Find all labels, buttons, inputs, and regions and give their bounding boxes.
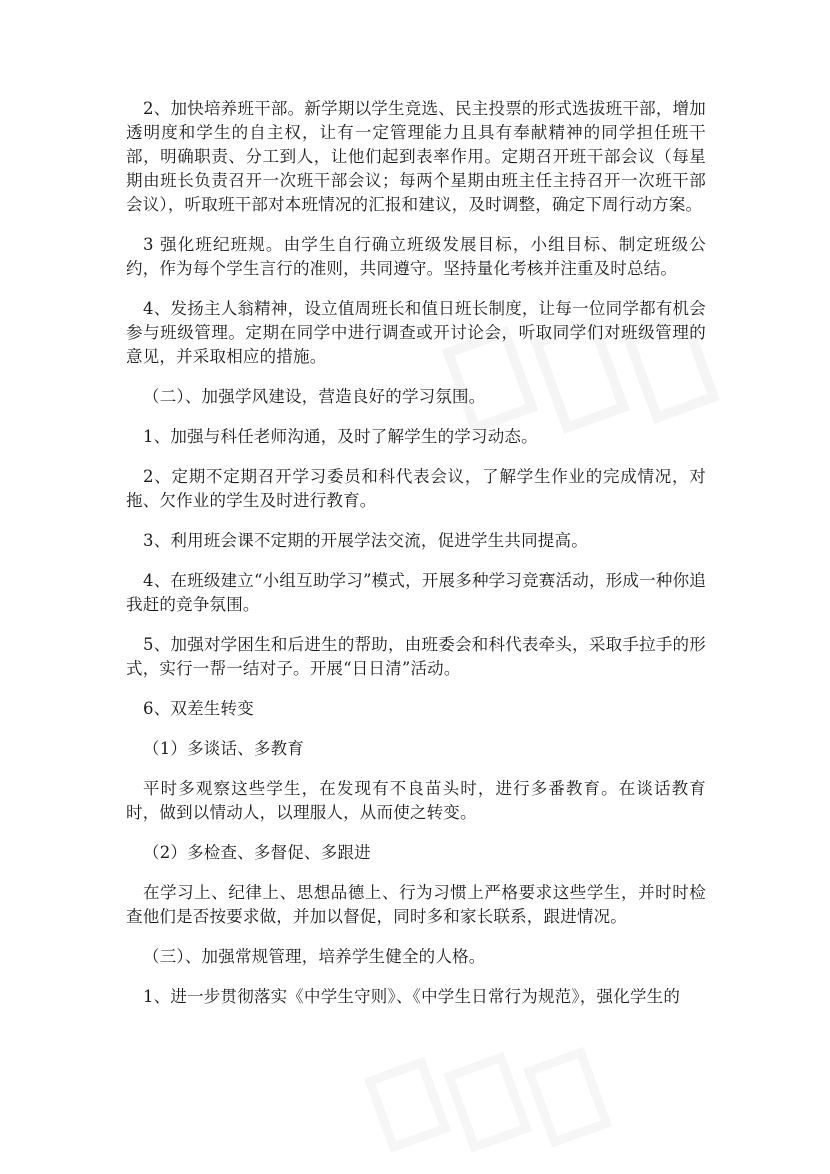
- paragraph-student-transformation: 6、双差生转变: [143, 699, 254, 718]
- document-body: [126, 97, 706, 1025]
- paragraph-help-struggling-students: 5、加强对学困生和后进生的帮助，由班委会和科代表牵头，采取手拉手的形式，实行一帮一结对子。开展“日日清”活动。: [126, 635, 706, 678]
- paragraph-strict-requirements: 在学习上、纪律上、思想品德上、行为习惯上严格要求这些学生，并时时检查他们是否按要求做，并加以督促，同时多和家长联系，跟进情况。: [126, 883, 706, 926]
- subheading-talk-educate: （1）多谈话、多教育: [143, 739, 304, 758]
- paragraph-class-rules: 3 强化班纪班规。由学生自行确立班级发展目标，小组目标、制定班级公约，作为每个学生言行的准则，共同遵守。坚持量化考核并注重及时总结。: [126, 235, 706, 278]
- subheading-check-supervise: （2）多检查、多督促、多跟进: [143, 843, 371, 862]
- paragraph-ownership-spirit: 4、发扬主人翁精神，设立值周班长和值日班长制度，让每一位同学都有机会参与班级管理。定期在同学中进行调查或开讨论会，听取同学们对班级管理的意见，并采取相应的措施。: [126, 299, 706, 366]
- paragraph-group-learning: 4、在班级建立“小组互助学习”模式，开展多种学习竞赛活动，形成一种你追我赶的竞争氛围。: [126, 571, 706, 614]
- paragraph-study-exchange: 3、利用班会课不定期的开展学法交流，促进学生共同提高。: [143, 531, 588, 550]
- paragraph-committee-meetings: 2、定期不定期召开学习委员和科代表会议，了解学生作业的完成情况，对拖、欠作业的学生及时进行教育。: [126, 467, 706, 510]
- paragraph-train-class-cadres: 2、加快培养班干部。新学期以学生竞选、民主投票的形式选拔班干部，增加透明度和学生的自主权，让有一定管理能力且具有奉献精神的同学担任班干部，明确职责、分工到人，让他们起到表率作用。定期召开班干部会议（每星期由班长负责召开一次班干部会议；每两个星期由班主任主持召开一次班干部会议），听取班干部对本班情况的汇报和建议，及时调整，确定下周行动方案。: [126, 99, 706, 214]
- paragraph-implement-codes: 1、进一步贯彻落实《中学生守则》、《中学生日常行为规范》，强化学生的: [143, 987, 681, 1006]
- watermark-bottom-icon: [360, 1040, 620, 1170]
- section-heading-study-style: （二）、加强学风建设，营造良好的学习氛围。: [143, 387, 486, 406]
- paragraph-teacher-communication: 1、加强与科任老师沟通，及时了解学生的学习动态。: [143, 427, 538, 446]
- section-heading-routine-management: （三）、加强常规管理，培养学生健全的人格。: [143, 947, 486, 966]
- paragraph-observe-students: 平时多观察这些学生，在发现有不良苗头时，进行多番教育。在谈话教育时，做到以情动人，以理服人，从而使之转变。: [126, 779, 706, 822]
